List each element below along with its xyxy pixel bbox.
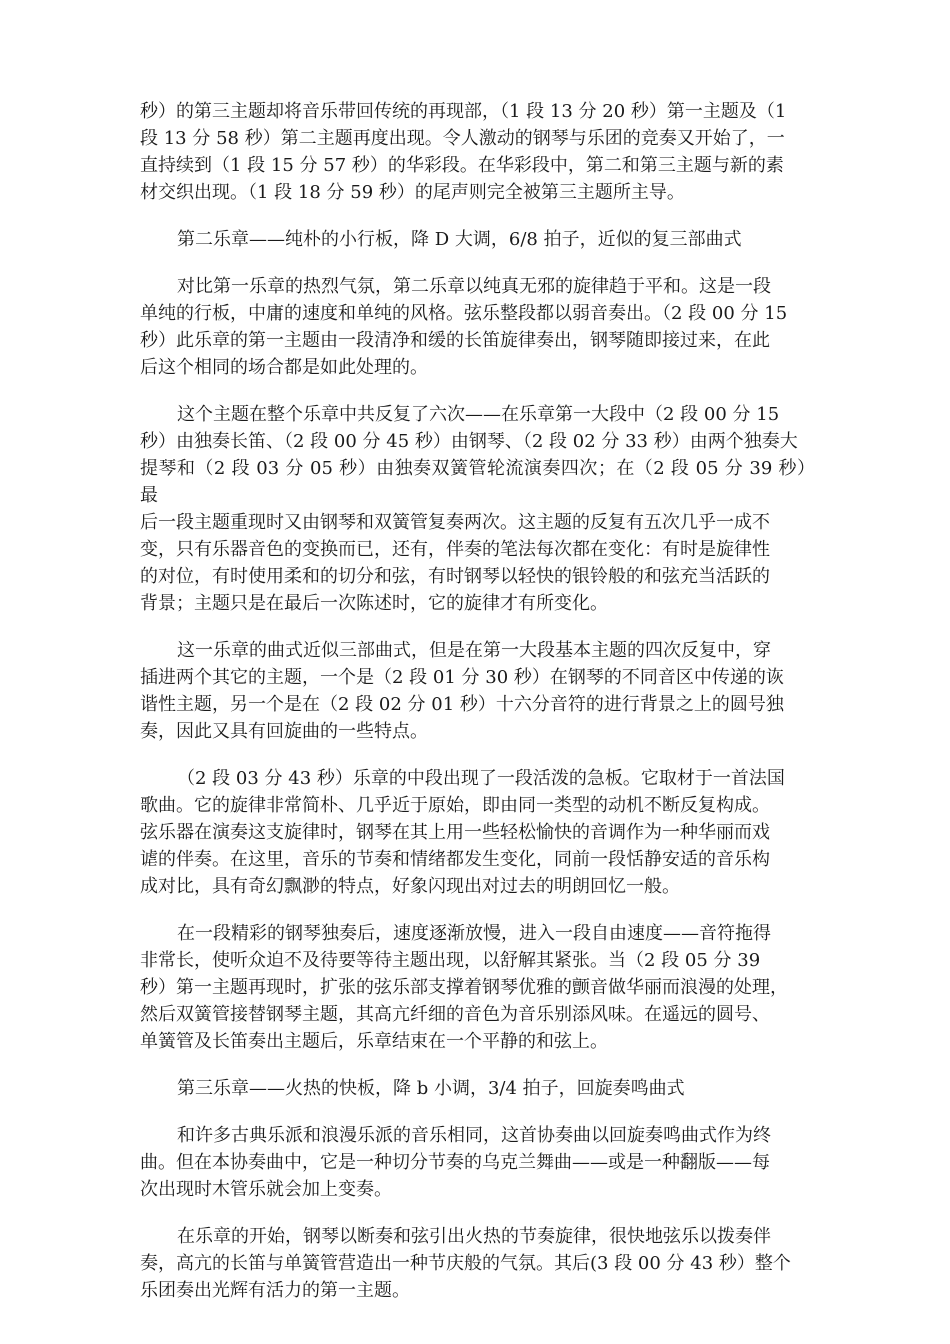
paragraph-5: （2 段 03 分 43 秒）乐章的中段出现了一段活泼的急板。它取材于一首法国 歌曲。它的旋律非常简朴、几乎近于原始，即由同一类型的动机不断反复构成。 弦乐器在演奏这支旋律时，钢琴在其上用一些轻松愉快的音调作为一种华丽而戏 谑的伴奏。在这里，音乐的节奏和情绪都发生变化，同前一段恬静安适的音乐构 成对比，具有奇幻飘渺的特点，好象闪现出对过去的明朗回忆一般。 [140,768,785,897]
document-page [140,98,815,1324]
paragraph-4: 这一乐章的曲式近似三部曲式，但是在第一大段基本主题的四次反复中，穿 插进两个其它的主题，一个是（2 段 01 分 30 秒）在钢琴的不同音区中传递的诙 谐性主题，另一个是在（2 段 02 分 01 秒）十六分音符的进行背景之上的圆号独 奏，因此又具有回旋曲的一些特点。 [140,640,784,742]
paragraph-2: 对比第一乐章的热烈气氛，第二乐章以纯真无邪的旋律趋于平和。这是一段 单纯的行板，中庸的速度和单纯的风格。弦乐整段都以弱音奏出。（2 段 00 分 15 秒）此乐章的第一主题由一段清净和缓的长笛旋律奏出，钢琴随即接过来，在此 后这个相同的场合都是如此处理的。 [140,276,788,378]
paragraph-3: 这个主题在整个乐章中共反复了六次——在乐章第一大段中（2 段 00 分 15 秒）由独奏长笛、（2 段 00 分 45 秒）由钢琴、（2 段 02 分 33 秒）由两个独奏大 提琴和（2 段 03 分 05 秒）由独奏双簧管轮流演奏四次；在（2 段 05 分 39 秒）最 后一段主题重现时又由钢琴和双簧管复奏两次。这主题的反复有五次几乎一成不 变，只有乐器音色的变换而已，还有，伴奏的笔法每次都在变化：有时是旋律性 的对位，有时使用柔和的切分和弦，有时钢琴以轻快的银铃般的和弦充当活跃的 背景；主题只是在最后一次陈述时，它的旋律才有所变化。 [140,404,815,614]
movement-2-heading: 第二乐章——纯朴的小行板，降 D 大调，6/8 拍子，近似的复三部曲式 [177,229,742,250]
movement-3-heading: 第三乐章——火热的快板，降 b 小调，3/4 拍子，回旋奏鸣曲式 [177,1078,685,1099]
paragraph-7: 和许多古典乐派和浪漫乐派的音乐相同，这首协奏曲以回旋奏鸣曲式作为终 曲。但在本协奏曲中，它是一种切分节奏的乌克兰舞曲——或是一种翻版——每 次出现时木管乐就会加上变奏。 [140,1125,771,1200]
paragraph-1: 秒）的第三主题却将音乐带回传统的再现部，（1 段 13 分 20 秒）第一主题及（1 段 13 分 58 秒）第二主题再度出现。令人激动的钢琴与乐团的竞奏又开始了，一 直持续到（1 段 15 分 57 秒）的华彩段。在华彩段中，第二和第三主题与新的素 材交织出现。（1 段 18 分 59 秒）的尾声则完全被第三主题所主导。 [140,101,787,203]
paragraph-8: 在乐章的开始，钢琴以断奏和弦引出火热的节奏旋律，很快地弦乐以拨奏伴 奏，高亢的长笛与单簧管营造出一种节庆般的气氛。其后(3 段 00 分 43 秒）整个 乐团奏出光辉有活力的第一主题。 [140,1226,791,1301]
paragraph-6: 在一段精彩的钢琴独奏后，速度逐渐放慢，进入一段自由速度——音符拖得 非常长，使听众迫不及待要等待主题出现，以舒解其紧张。当（2 段 05 分 39 秒）第一主题再现时，扩张的弦乐部支撑着钢琴优雅的颤音做华丽而浪漫的处理， 然后双簧管接替钢琴主题，其高亢纤细的音色为音乐别添风味。在遥远的圆号、 单簧管及长笛奏出主题后，乐章结束在一个平静的和弦上。 [140,923,788,1052]
